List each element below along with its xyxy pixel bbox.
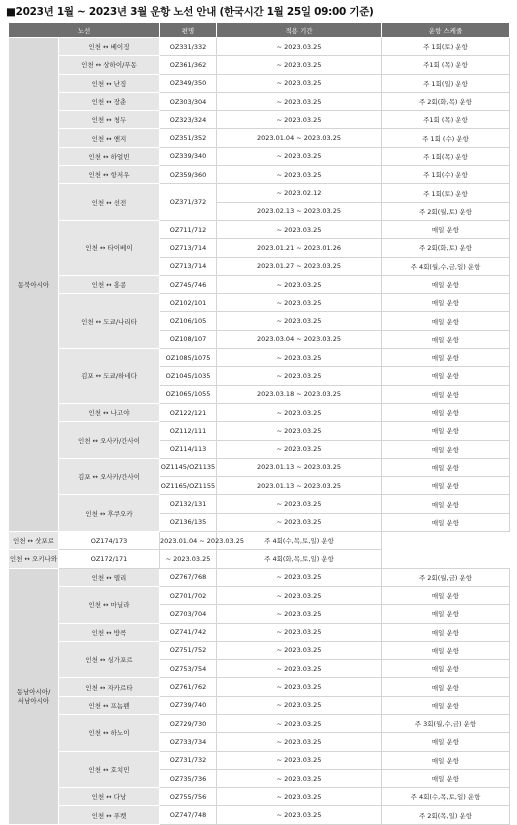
schedule-cell: 매일 운항 xyxy=(382,294,510,312)
route-cell: 인천 ↔ 푸켓 xyxy=(59,806,160,824)
period-cell: ~ 2023.03.25 xyxy=(217,147,382,165)
route-cell: 인천 ↔ 옌지 xyxy=(59,129,160,147)
period-cell: ~ 2023.03.25 xyxy=(217,275,382,293)
schedule-cell: 주 4회(화,목,토,일) 운항 xyxy=(217,550,382,568)
route-cell: 김포 ↔ 오사카/간사이 xyxy=(59,458,160,495)
page-title: ■2023년 1월 ~ 2023년 3월 운항 노선 안내 (한국시간 1월 25일 09:00 기준) xyxy=(6,6,374,18)
flight-cell: OZ741/742 xyxy=(160,623,217,641)
period-cell: ~ 2023.03.25 xyxy=(217,678,382,696)
schedule-cell: 주 4회(수,목,토,일) 운항 xyxy=(382,788,510,806)
table-row xyxy=(9,568,510,586)
flight-cell: OZ703/704 xyxy=(160,605,217,623)
schedule-cell: 매일 운항 xyxy=(382,220,510,238)
period-cell: 2023.01.13 ~ 2023.03.25 xyxy=(217,458,382,476)
table-header-row xyxy=(9,23,510,38)
flight-cell: OZ745/746 xyxy=(160,275,217,293)
table-row xyxy=(9,92,510,110)
period-cell: ~ 2023.03.25 xyxy=(217,92,382,110)
period-cell: ~ 2023.03.25 xyxy=(217,495,382,513)
flight-cell: OZ1165/OZ1155 xyxy=(160,477,217,495)
schedule-cell: 매일 운항 xyxy=(382,385,510,403)
route-cell: 인천 ↔ 싱가포르 xyxy=(59,641,160,678)
route-cell: 인천 ↔ 홍콩 xyxy=(59,275,160,293)
period-cell: ~ 2023.03.25 xyxy=(217,349,382,367)
table-row xyxy=(9,586,510,604)
table-row xyxy=(9,184,510,202)
schedule-cell: 매일 운항 xyxy=(382,440,510,458)
schedule-cell: 매일 운항 xyxy=(382,751,510,769)
flight-cell: OZ729/730 xyxy=(160,714,217,732)
schedule-cell: 매일 운항 xyxy=(382,605,510,623)
header-route: 노선 xyxy=(9,23,160,38)
schedule-cell: 주 2회(화,토) 운항 xyxy=(382,239,510,257)
flight-cell: OZ701/702 xyxy=(160,586,217,604)
schedule-cell: 주1회 (목) 운항 xyxy=(382,111,510,129)
region-cell: 동남아시아/ 서남아시아 xyxy=(9,568,59,824)
schedule-cell: 주 2회(목,일) 운항 xyxy=(382,806,510,824)
flight-cell: OZ731/732 xyxy=(160,751,217,769)
schedule-cell: 주 1회(수) 운항 xyxy=(382,166,510,184)
route-cell: 인천 ↔ 난징 xyxy=(59,74,160,92)
schedule-cell: 매일 운항 xyxy=(382,696,510,714)
period-cell: ~ 2023.03.25 xyxy=(217,751,382,769)
route-cell: 인천 ↔ 하노이 xyxy=(59,714,160,751)
period-cell: 2023.01.04 ~ 2023.03.25 xyxy=(217,129,382,147)
route-cell: 인천 ↔ 하얼빈 xyxy=(59,147,160,165)
header-schedule: 운항 스케줄 xyxy=(382,23,510,38)
period-cell: ~ 2023.03.25 xyxy=(217,422,382,440)
period-cell: ~ 2023.03.25 xyxy=(217,111,382,129)
period-cell: ~ 2023.03.25 xyxy=(217,56,382,74)
table-row xyxy=(9,532,510,550)
route-cell: 인천 ↔ 베이징 xyxy=(59,38,160,56)
flight-cell: OZ323/324 xyxy=(160,111,217,129)
table-row xyxy=(9,220,510,238)
table-row xyxy=(9,147,510,165)
period-cell: ~ 2023.03.25 xyxy=(160,550,217,568)
region-cell: 동북아시아 xyxy=(9,38,59,532)
flight-cell: OZ359/360 xyxy=(160,166,217,184)
table-row xyxy=(9,129,510,147)
flight-cell: OZ713/714 xyxy=(160,239,217,257)
table-row xyxy=(9,751,510,769)
period-cell: ~ 2023.03.25 xyxy=(217,220,382,238)
schedule-cell: 주 2회(월,금) 운항 xyxy=(382,568,510,586)
schedule-cell: 주 1회(일) 운항 xyxy=(382,74,510,92)
schedule-cell: 주 4회(월,수,금,일) 운항 xyxy=(382,257,510,275)
period-cell: ~ 2023.03.25 xyxy=(217,605,382,623)
flight-cell: OZ114/113 xyxy=(160,440,217,458)
route-cell: 인천 ↔ 오키나와 xyxy=(9,550,59,568)
schedule-cell: 매일 운항 xyxy=(382,403,510,421)
flight-cell: OZ1065/1055 xyxy=(160,385,217,403)
flight-cell: OZ339/340 xyxy=(160,147,217,165)
table-row xyxy=(9,403,510,421)
flight-cell: OZ753/754 xyxy=(160,660,217,678)
schedule-cell: 매일 운항 xyxy=(382,513,510,531)
period-cell: ~ 2023.03.25 xyxy=(217,660,382,678)
table-row xyxy=(9,56,510,74)
schedule-cell: 주1회 (목) 운항 xyxy=(382,56,510,74)
flight-cell: OZ761/762 xyxy=(160,678,217,696)
route-cell: 인천 ↔ 방콕 xyxy=(59,623,160,641)
flight-cell: OZ174/173 xyxy=(59,532,160,550)
flight-cell: OZ361/362 xyxy=(160,56,217,74)
period-cell: ~ 2023.03.25 xyxy=(217,714,382,732)
period-cell: ~ 2023.03.25 xyxy=(217,623,382,641)
period-cell: ~ 2023.02.12 xyxy=(217,184,382,202)
schedule-cell: 매일 운항 xyxy=(382,422,510,440)
schedule-cell: 주 1회 (수) 운항 xyxy=(382,129,510,147)
schedule-cell: 매일 운항 xyxy=(382,477,510,495)
table-row xyxy=(9,294,510,312)
flight-cell: OZ172/171 xyxy=(59,550,160,568)
route-cell: 인천 ↔ 도쿄/나리타 xyxy=(59,294,160,349)
schedule-cell: 매일 운항 xyxy=(382,312,510,330)
table-row xyxy=(9,678,510,696)
schedule-cell: 매일 운항 xyxy=(382,458,510,476)
schedule-cell: 주 2회(화,목) 운항 xyxy=(382,92,510,110)
table-row xyxy=(9,714,510,732)
route-cell: 인천 ↔ 청두 xyxy=(59,111,160,129)
schedule-cell: 주 4회(수,목,토,일) 운항 xyxy=(217,532,382,550)
flight-cell: OZ349/350 xyxy=(160,74,217,92)
table-row xyxy=(9,38,510,56)
period-cell: ~ 2023.03.25 xyxy=(217,586,382,604)
flight-cell: OZ351/352 xyxy=(160,129,217,147)
schedule-cell: 매일 운항 xyxy=(382,349,510,367)
schedule-cell: 주 1회(목) 운항 xyxy=(382,147,510,165)
period-cell: 2023.01.04 ~ 2023.03.25 xyxy=(160,532,217,550)
flight-cell: OZ755/756 xyxy=(160,788,217,806)
flight-cell: OZ711/712 xyxy=(160,220,217,238)
route-cell: 인천 ↔ 자카르타 xyxy=(59,678,160,696)
schedule-cell: 주 1회(토) 운항 xyxy=(382,38,510,56)
schedule-cell: 매일 운항 xyxy=(382,660,510,678)
route-cell: 인천 ↔ 후쿠오카 xyxy=(59,495,160,532)
period-cell: ~ 2023.03.25 xyxy=(217,788,382,806)
header-period: 적용 기간 xyxy=(217,23,382,38)
flight-cell: OZ102/101 xyxy=(160,294,217,312)
period-cell: ~ 2023.03.25 xyxy=(217,568,382,586)
route-cell: 인천 ↔ 항저우 xyxy=(59,166,160,184)
flight-cell: OZ132/131 xyxy=(160,495,217,513)
flight-cell: OZ1045/1035 xyxy=(160,367,217,385)
period-cell: ~ 2023.03.25 xyxy=(217,166,382,184)
period-cell: ~ 2023.03.25 xyxy=(217,733,382,751)
schedule-cell: 매일 운항 xyxy=(382,733,510,751)
period-cell: ~ 2023.03.25 xyxy=(217,806,382,824)
flight-cell: OZ303/304 xyxy=(160,92,217,110)
route-cell: 인천 ↔ 상하이/푸동 xyxy=(59,56,160,74)
flight-cell: OZ1145/OZ1135 xyxy=(160,458,217,476)
schedule-cell: 주 1회(토) 운항 xyxy=(382,184,510,202)
flight-cell: OZ713/714 xyxy=(160,257,217,275)
schedule-cell: 매일 운항 xyxy=(382,641,510,659)
period-cell: 2023.02.13 ~ 2023.03.25 xyxy=(217,202,382,220)
schedule-cell: 매일 운항 xyxy=(382,623,510,641)
period-cell: 2023.03.18 ~ 2023.03.25 xyxy=(217,385,382,403)
flight-cell: OZ371/372 xyxy=(160,184,217,221)
route-cell: 인천 ↔ 삿포로 xyxy=(9,532,59,550)
flight-cell: OZ106/105 xyxy=(160,312,217,330)
schedule-cell: 매일 운항 xyxy=(382,495,510,513)
table-row xyxy=(9,623,510,641)
period-cell: ~ 2023.03.25 xyxy=(217,367,382,385)
flight-cell: OZ735/736 xyxy=(160,769,217,787)
period-cell: ~ 2023.03.25 xyxy=(217,440,382,458)
table-row xyxy=(9,74,510,92)
flight-cell: OZ108/107 xyxy=(160,330,217,348)
table-row xyxy=(9,495,510,513)
schedule-cell: 매일 운항 xyxy=(382,678,510,696)
header-flight: 편명 xyxy=(160,23,217,38)
schedule-cell: 매일 운항 xyxy=(382,275,510,293)
schedule-cell: 매일 운항 xyxy=(382,330,510,348)
period-cell: 2023.01.27 ~ 2023.03.25 xyxy=(217,257,382,275)
flight-cell: OZ112/111 xyxy=(160,422,217,440)
flight-cell: OZ1085/1075 xyxy=(160,349,217,367)
flight-cell: OZ751/752 xyxy=(160,641,217,659)
route-cell: 인천 ↔ 프놈펜 xyxy=(59,696,160,714)
period-cell: ~ 2023.03.25 xyxy=(217,513,382,531)
schedule-cell: 매일 운항 xyxy=(382,367,510,385)
flight-cell: OZ767/768 xyxy=(160,568,217,586)
period-cell: ~ 2023.03.25 xyxy=(217,74,382,92)
table-row xyxy=(9,422,510,440)
table-row xyxy=(9,550,510,568)
table-row xyxy=(9,806,510,824)
schedule-cell: 매일 운항 xyxy=(382,586,510,604)
flight-cell: OZ331/332 xyxy=(160,38,217,56)
period-cell: ~ 2023.03.25 xyxy=(217,403,382,421)
period-cell: 2023.03.04 ~ 2023.03.25 xyxy=(217,330,382,348)
table-row xyxy=(9,696,510,714)
flight-cell: OZ747/748 xyxy=(160,806,217,824)
route-cell: 인천 ↔ 마닐라 xyxy=(59,586,160,623)
flight-cell: OZ136/135 xyxy=(160,513,217,531)
period-cell: ~ 2023.03.25 xyxy=(217,769,382,787)
table-row xyxy=(9,641,510,659)
period-cell: ~ 2023.03.25 xyxy=(217,38,382,56)
table-row xyxy=(9,275,510,293)
route-cell: 인천 ↔ 델리 xyxy=(59,568,160,586)
route-cell: 김포 ↔ 도쿄/하네다 xyxy=(59,349,160,404)
route-cell: 인천 ↔ 장춘 xyxy=(59,92,160,110)
period-cell: ~ 2023.03.25 xyxy=(217,312,382,330)
schedule-cell: 주 3회(월,수,금) 운항 xyxy=(382,714,510,732)
flight-cell: OZ122/121 xyxy=(160,403,217,421)
route-cell: 인천 ↔ 타이베이 xyxy=(59,220,160,275)
table-row xyxy=(9,458,510,476)
route-table xyxy=(8,22,510,825)
route-cell: 인천 ↔ 나고야 xyxy=(59,403,160,421)
table-body xyxy=(9,38,510,825)
schedule-cell: 매일 운항 xyxy=(382,769,510,787)
table-row xyxy=(9,111,510,129)
period-cell: ~ 2023.03.25 xyxy=(217,641,382,659)
route-cell: 인천 ↔ 선전 xyxy=(59,184,160,221)
period-cell: ~ 2023.03.25 xyxy=(217,696,382,714)
period-cell: 2023.01.13 ~ 2023.03.25 xyxy=(217,477,382,495)
table-row xyxy=(9,166,510,184)
flight-cell: OZ733/734 xyxy=(160,733,217,751)
table-row xyxy=(9,788,510,806)
route-cell: 인천 ↔ 호치민 xyxy=(59,751,160,788)
route-cell: 인천 ↔ 다낭 xyxy=(59,788,160,806)
period-cell: 2023.01.21 ~ 2023.01.26 xyxy=(217,239,382,257)
schedule-cell: 주 2회(월,토) 운항 xyxy=(382,202,510,220)
flight-cell: OZ739/740 xyxy=(160,696,217,714)
period-cell: ~ 2023.03.25 xyxy=(217,294,382,312)
route-cell: 인천 ↔ 오사카/간사이 xyxy=(59,422,160,459)
table-row xyxy=(9,349,510,367)
